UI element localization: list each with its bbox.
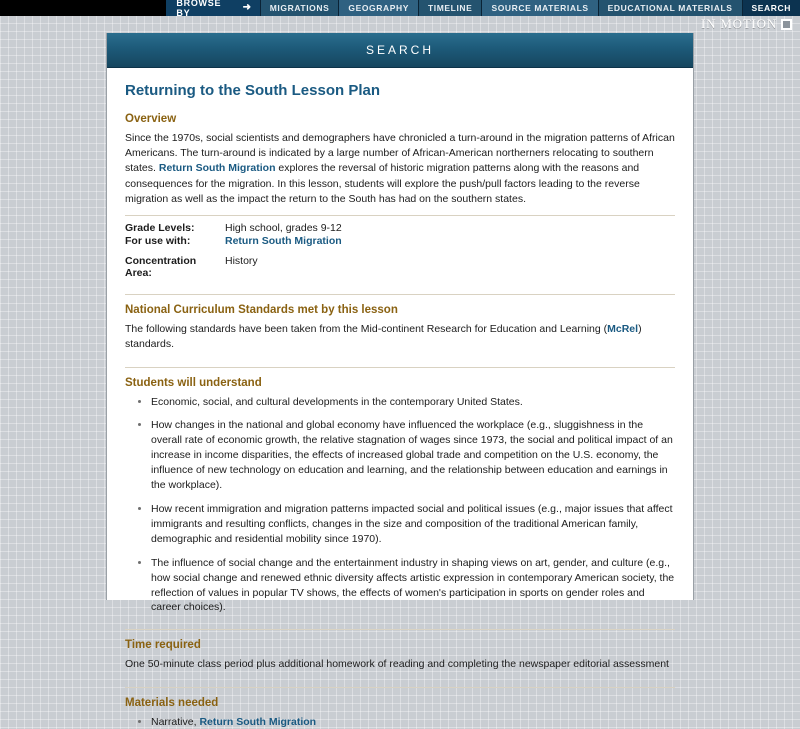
page-title: SEARCH [366, 43, 434, 57]
list-item [151, 715, 675, 729]
students-will-understand-heading: Students will understand [125, 367, 675, 389]
for-use-with-value [217, 235, 342, 248]
browse-by-label-group [166, 0, 259, 16]
nav-item-source-materials[interactable]: SOURCE MATERIALS [481, 0, 597, 16]
for-use-with-link[interactable]: Return South Migration [225, 235, 342, 247]
square-logo-icon [781, 19, 792, 30]
page-header [107, 33, 693, 68]
standards-text-part-1: The following standards have been taken from the Mid-continent Research for Education and Learning ( [125, 323, 607, 335]
nav-item-educational-materials[interactable]: EDUCATIONAL MATERIALS [598, 0, 742, 16]
meta-divider-top [125, 215, 675, 216]
spacer-cell [125, 248, 342, 255]
table-row [125, 255, 342, 280]
materials-return-south-migration-link[interactable]: Return South Migration [199, 716, 316, 728]
page-content [107, 68, 693, 729]
brand-logo[interactable] [701, 16, 792, 32]
nav-item-list [260, 0, 800, 16]
return-south-migration-link[interactable]: Return South Migration [159, 162, 276, 174]
grade-levels-value: High school, grades 9-12 [217, 222, 342, 235]
nav-item-geography[interactable]: GEOGRAPHY [338, 0, 418, 16]
time-required-text: One 50-minute class period plus additional homework of reading and completing the newspaper editorial assessment [125, 657, 675, 672]
overview-paragraph [125, 131, 675, 207]
list-item: • How changes in the national and global economy have influenced the workplace (e.g., sluggishness in the overall rate of economic growth, the relative stagnation of wages since 1973, the social and political impact of an increase in income disparities, the effects of increased global trade and competition on the U.S. economy, the influence of new technology on education and learning, and the relationship between education and earnings in the workplace). [151, 418, 675, 493]
overview-text-part-1: Since the 1970s, social scientists and demographers have chronicled a turn-around in the migration patterns of African Americans. The turn-around is indicated by a large number of African-American northerners relocating to southern states. [125, 132, 675, 174]
list-item: • How recent immigration and migration patterns impacted social and political issues (e.g., major issues that affect immigrants and resulting conflicts, changes in the size and composition of the traditional American family, demographic and residential mobility since 1970). [151, 502, 675, 547]
for-use-with-label: For use with: [125, 235, 217, 248]
standards-heading: National Curriculum Standards met by this lesson [125, 294, 675, 316]
students-will-understand-list [125, 395, 675, 616]
meta-row-spacer [125, 248, 342, 255]
materials-needed-list [125, 715, 675, 729]
materials-item-prefix: Narrative, [151, 716, 199, 728]
nav-item-timeline[interactable]: TIMELINE [418, 0, 481, 16]
overview-text-part-2: explores the reversal of historic migration patterns along with the reasons and consequences for the migration. In this lesson, students will explore the push/pull factors leading to the reverse migration as well as the impact the return to the South has had on the southern states. [125, 162, 640, 204]
top-navigation-bar [0, 0, 800, 16]
standards-paragraph [125, 322, 675, 352]
list-item: • Economic, social, and cultural developments in the contemporary United States. [151, 395, 675, 410]
table-row [125, 222, 342, 235]
concentration-area-label: Concentration Area: [125, 255, 217, 280]
lesson-title: Returning to the South Lesson Plan [125, 82, 675, 99]
right-arrow-icon: ➜ [243, 3, 252, 13]
standards-text-part-2: ) standards. [125, 323, 642, 350]
materials-needed-heading: Materials needed [125, 687, 675, 709]
lesson-meta-table [125, 222, 342, 280]
page-container [106, 33, 694, 600]
overview-heading: Overview [125, 113, 675, 125]
list-item: • The influence of social change and the entertainment industry in shaping views on art, gender, and culture (e.g., how social change and renewed ethnic diversity affects artistic expression in contemporary American society, the reflection of values in popular TV shows, the effects of women's participation in sports on gender roles and career choices). [151, 556, 675, 616]
concentration-area-value: History [217, 255, 342, 280]
browse-by-label: BROWSE BY [176, 0, 237, 18]
mcrel-link[interactable]: McRel [607, 323, 638, 335]
brand-name: IN MOTION [701, 16, 777, 32]
brand-band [0, 16, 800, 32]
grade-levels-label: Grade Levels: [125, 222, 217, 235]
time-required-heading: Time required [125, 629, 675, 651]
nav-item-migrations[interactable]: MIGRATIONS [260, 0, 339, 16]
nav-item-search[interactable]: SEARCH [742, 0, 800, 16]
topnav-left-spacer [0, 0, 166, 16]
table-row [125, 235, 342, 248]
